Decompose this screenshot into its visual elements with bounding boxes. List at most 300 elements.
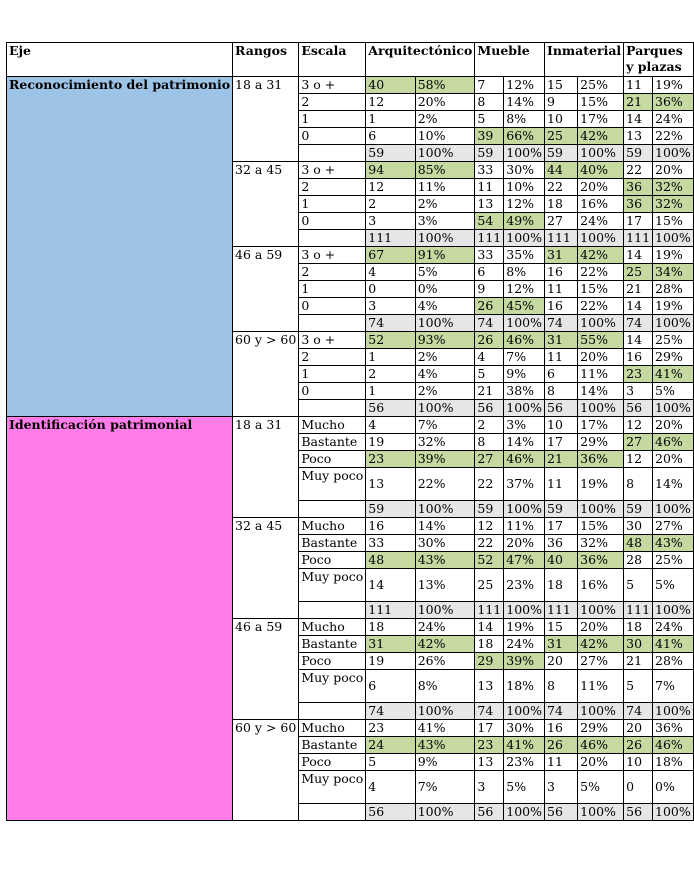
escala-cell: Bastante <box>299 535 366 552</box>
percent-cell: 20% <box>653 417 694 434</box>
count-cell: 67 <box>366 247 415 264</box>
percent-cell: 30% <box>415 535 475 552</box>
count-cell: 30 <box>624 636 653 653</box>
count-cell: 59 <box>545 145 578 162</box>
percent-cell: 20% <box>504 535 545 552</box>
eje-cell: Identificación patrimonial <box>7 417 233 821</box>
percent-cell: 100% <box>504 230 545 247</box>
percent-cell: 100% <box>504 602 545 619</box>
escala-cell <box>299 315 366 332</box>
count-cell: 74 <box>366 315 415 332</box>
percent-cell: 100% <box>415 230 475 247</box>
percent-cell: 12% <box>504 196 545 213</box>
count-cell: 3 <box>475 771 504 804</box>
count-cell: 27 <box>475 451 504 468</box>
percent-cell: 24% <box>504 636 545 653</box>
count-cell: 31 <box>545 636 578 653</box>
percent-cell: 41% <box>653 366 694 383</box>
percent-cell: 8% <box>504 264 545 281</box>
count-cell: 12 <box>624 451 653 468</box>
rango-cell: 18 a 31 <box>233 77 299 162</box>
percent-cell: 58% <box>415 77 475 94</box>
percent-cell: 32% <box>415 434 475 451</box>
count-cell: 29 <box>475 653 504 670</box>
percent-cell: 25% <box>653 552 694 569</box>
percent-cell: 11% <box>578 670 624 703</box>
count-cell: 111 <box>624 602 653 619</box>
count-cell: 8 <box>475 94 504 111</box>
count-cell: 14 <box>624 111 653 128</box>
count-cell: 12 <box>624 417 653 434</box>
percent-cell: 42% <box>415 636 475 653</box>
results-table <box>6 42 694 821</box>
percent-cell: 23% <box>504 569 545 602</box>
percent-cell: 23% <box>504 754 545 771</box>
escala-cell: 3 o + <box>299 332 366 349</box>
percent-cell: 11% <box>415 179 475 196</box>
percent-cell: 36% <box>578 451 624 468</box>
percent-cell: 25% <box>653 332 694 349</box>
count-cell: 8 <box>475 434 504 451</box>
eje-cell: Reconocimiento del patrimonio <box>7 77 233 417</box>
escala-cell: Muy poco <box>299 771 366 804</box>
percent-cell: 27% <box>653 518 694 535</box>
escala-cell: Poco <box>299 451 366 468</box>
count-cell: 20 <box>545 653 578 670</box>
count-cell: 59 <box>624 501 653 518</box>
count-cell: 0 <box>366 281 415 298</box>
count-cell: 24 <box>366 737 415 754</box>
percent-cell: 47% <box>504 552 545 569</box>
header-parques-plazas: Parques y plazas <box>624 43 694 77</box>
count-cell: 3 <box>624 383 653 400</box>
percent-cell: 30% <box>504 162 545 179</box>
count-cell: 59 <box>475 501 504 518</box>
count-cell: 11 <box>545 754 578 771</box>
escala-cell: 2 <box>299 264 366 281</box>
percent-cell: 14% <box>653 468 694 501</box>
count-cell: 25 <box>545 128 578 145</box>
percent-cell: 32% <box>653 196 694 213</box>
escala-cell: Muy poco <box>299 670 366 703</box>
percent-cell: 20% <box>578 754 624 771</box>
percent-cell: 28% <box>653 653 694 670</box>
percent-cell: 29% <box>578 434 624 451</box>
percent-cell: 7% <box>415 771 475 804</box>
percent-cell: 20% <box>578 619 624 636</box>
escala-cell: 3 o + <box>299 77 366 94</box>
percent-cell: 100% <box>578 703 624 720</box>
rango-cell: 32 a 45 <box>233 162 299 247</box>
percent-cell: 10% <box>415 128 475 145</box>
count-cell: 40 <box>366 77 415 94</box>
count-cell: 16 <box>545 298 578 315</box>
count-cell: 74 <box>545 315 578 332</box>
count-cell: 14 <box>475 619 504 636</box>
percent-cell: 100% <box>653 315 694 332</box>
rango-cell: 18 a 31 <box>233 417 299 518</box>
percent-cell: 41% <box>415 720 475 737</box>
rango-cell: 46 a 59 <box>233 247 299 332</box>
count-cell: 4 <box>366 264 415 281</box>
count-cell: 74 <box>475 315 504 332</box>
percent-cell: 39% <box>504 653 545 670</box>
percent-cell: 35% <box>504 247 545 264</box>
escala-cell: 2 <box>299 94 366 111</box>
percent-cell: 24% <box>653 619 694 636</box>
count-cell: 6 <box>366 670 415 703</box>
percent-cell: 5% <box>415 264 475 281</box>
count-cell: 17 <box>475 720 504 737</box>
count-cell: 54 <box>475 213 504 230</box>
percent-cell: 2% <box>415 111 475 128</box>
count-cell: 74 <box>545 703 578 720</box>
count-cell: 56 <box>366 804 415 821</box>
count-cell: 111 <box>366 602 415 619</box>
count-cell: 19 <box>366 653 415 670</box>
escala-cell: Mucho <box>299 720 366 737</box>
percent-cell: 5% <box>504 771 545 804</box>
count-cell: 18 <box>545 569 578 602</box>
count-cell: 111 <box>624 230 653 247</box>
percent-cell: 22% <box>578 264 624 281</box>
escala-cell: Poco <box>299 653 366 670</box>
escala-cell: Muy poco <box>299 468 366 501</box>
count-cell: 33 <box>366 535 415 552</box>
percent-cell: 7% <box>415 417 475 434</box>
count-cell: 14 <box>624 247 653 264</box>
count-cell: 17 <box>545 518 578 535</box>
percent-cell: 4% <box>415 298 475 315</box>
count-cell: 13 <box>475 670 504 703</box>
count-cell: 5 <box>366 754 415 771</box>
percent-cell: 5% <box>653 569 694 602</box>
escala-cell: 1 <box>299 366 366 383</box>
percent-cell: 18% <box>653 754 694 771</box>
count-cell: 9 <box>545 94 578 111</box>
percent-cell: 15% <box>578 94 624 111</box>
escala-cell: 1 <box>299 281 366 298</box>
percent-cell: 100% <box>578 804 624 821</box>
percent-cell: 15% <box>578 281 624 298</box>
count-cell: 1 <box>366 349 415 366</box>
percent-cell: 100% <box>504 703 545 720</box>
escala-cell: 1 <box>299 196 366 213</box>
percent-cell: 38% <box>504 383 545 400</box>
count-cell: 33 <box>475 247 504 264</box>
count-cell: 56 <box>545 400 578 417</box>
percent-cell: 8% <box>415 670 475 703</box>
count-cell: 14 <box>624 298 653 315</box>
percent-cell: 12% <box>504 281 545 298</box>
percent-cell: 100% <box>578 315 624 332</box>
percent-cell: 43% <box>653 535 694 552</box>
percent-cell: 26% <box>415 653 475 670</box>
count-cell: 19 <box>366 434 415 451</box>
percent-cell: 20% <box>578 349 624 366</box>
percent-cell: 36% <box>653 94 694 111</box>
count-cell: 18 <box>624 619 653 636</box>
percent-cell: 100% <box>504 804 545 821</box>
rango-cell: 46 a 59 <box>233 619 299 720</box>
count-cell: 11 <box>475 179 504 196</box>
count-cell: 56 <box>475 400 504 417</box>
percent-cell: 20% <box>578 179 624 196</box>
percent-cell: 0% <box>415 281 475 298</box>
count-cell: 11 <box>624 77 653 94</box>
percent-cell: 9% <box>504 366 545 383</box>
count-cell: 74 <box>475 703 504 720</box>
count-cell: 11 <box>545 281 578 298</box>
percent-cell: 19% <box>578 468 624 501</box>
count-cell: 44 <box>545 162 578 179</box>
percent-cell: 42% <box>578 636 624 653</box>
count-cell: 52 <box>366 332 415 349</box>
count-cell: 26 <box>545 737 578 754</box>
escala-cell: 1 <box>299 111 366 128</box>
percent-cell: 19% <box>653 298 694 315</box>
count-cell: 36 <box>545 535 578 552</box>
count-cell: 23 <box>366 451 415 468</box>
count-cell: 30 <box>624 518 653 535</box>
percent-cell: 66% <box>504 128 545 145</box>
count-cell: 16 <box>624 349 653 366</box>
count-cell: 59 <box>624 145 653 162</box>
count-cell: 27 <box>624 434 653 451</box>
percent-cell: 41% <box>504 737 545 754</box>
count-cell: 1 <box>366 383 415 400</box>
escala-cell: Bastante <box>299 434 366 451</box>
percent-cell: 100% <box>415 501 475 518</box>
count-cell: 56 <box>366 400 415 417</box>
percent-cell: 14% <box>578 383 624 400</box>
percent-cell: 2% <box>415 383 475 400</box>
percent-cell: 100% <box>415 804 475 821</box>
percent-cell: 2% <box>415 349 475 366</box>
percent-cell: 11% <box>578 366 624 383</box>
percent-cell: 16% <box>578 569 624 602</box>
count-cell: 31 <box>545 247 578 264</box>
escala-cell: Mucho <box>299 619 366 636</box>
percent-cell: 100% <box>653 145 694 162</box>
percent-cell: 10% <box>504 179 545 196</box>
count-cell: 21 <box>624 281 653 298</box>
percent-cell: 17% <box>578 111 624 128</box>
percent-cell: 46% <box>578 737 624 754</box>
percent-cell: 41% <box>653 636 694 653</box>
count-cell: 56 <box>545 804 578 821</box>
percent-cell: 4% <box>415 366 475 383</box>
percent-cell: 15% <box>578 518 624 535</box>
header-mueble: Mueble <box>475 43 545 77</box>
percent-cell: 43% <box>415 552 475 569</box>
percent-cell: 100% <box>504 315 545 332</box>
count-cell: 22 <box>475 468 504 501</box>
count-cell: 13 <box>624 128 653 145</box>
percent-cell: 46% <box>653 434 694 451</box>
percent-cell: 20% <box>653 451 694 468</box>
percent-cell: 100% <box>653 602 694 619</box>
percent-cell: 22% <box>415 468 475 501</box>
count-cell: 22 <box>624 162 653 179</box>
count-cell: 40 <box>545 552 578 569</box>
count-cell: 10 <box>545 417 578 434</box>
count-cell: 8 <box>545 670 578 703</box>
escala-cell: 2 <box>299 349 366 366</box>
header-escala: Escala <box>299 43 366 77</box>
escala-cell: Bastante <box>299 636 366 653</box>
percent-cell: 36% <box>578 552 624 569</box>
percent-cell: 25% <box>578 77 624 94</box>
percent-cell: 20% <box>653 162 694 179</box>
percent-cell: 17% <box>578 417 624 434</box>
count-cell: 2 <box>475 417 504 434</box>
count-cell: 0 <box>624 771 653 804</box>
percent-cell: 29% <box>578 720 624 737</box>
count-cell: 21 <box>624 94 653 111</box>
count-cell: 25 <box>624 264 653 281</box>
percent-cell: 19% <box>653 247 694 264</box>
count-cell: 111 <box>545 602 578 619</box>
count-cell: 26 <box>475 332 504 349</box>
count-cell: 27 <box>545 213 578 230</box>
percent-cell: 100% <box>653 501 694 518</box>
count-cell: 10 <box>545 111 578 128</box>
percent-cell: 42% <box>578 247 624 264</box>
escala-cell <box>299 501 366 518</box>
count-cell: 17 <box>545 434 578 451</box>
header-eje: Eje <box>7 43 233 77</box>
percent-cell: 29% <box>653 349 694 366</box>
count-cell: 31 <box>366 636 415 653</box>
percent-cell: 3% <box>415 213 475 230</box>
percent-cell: 11% <box>504 518 545 535</box>
count-cell: 13 <box>475 754 504 771</box>
count-cell: 12 <box>366 179 415 196</box>
escala-cell <box>299 145 366 162</box>
count-cell: 11 <box>545 349 578 366</box>
percent-cell: 100% <box>653 703 694 720</box>
count-cell: 5 <box>624 569 653 602</box>
percent-cell: 100% <box>653 230 694 247</box>
count-cell: 26 <box>475 298 504 315</box>
count-cell: 6 <box>545 366 578 383</box>
rango-cell: 60 y > 60 <box>233 332 299 417</box>
percent-cell: 100% <box>504 501 545 518</box>
count-cell: 74 <box>366 703 415 720</box>
percent-cell: 55% <box>578 332 624 349</box>
escala-cell <box>299 230 366 247</box>
percent-cell: 20% <box>415 94 475 111</box>
count-cell: 16 <box>545 264 578 281</box>
percent-cell: 30% <box>504 720 545 737</box>
percent-cell: 32% <box>578 535 624 552</box>
count-cell: 4 <box>475 349 504 366</box>
percent-cell: 100% <box>415 400 475 417</box>
count-cell: 2 <box>366 366 415 383</box>
count-cell: 111 <box>475 602 504 619</box>
escala-cell <box>299 703 366 720</box>
percent-cell: 9% <box>415 754 475 771</box>
count-cell: 39 <box>475 128 504 145</box>
count-cell: 23 <box>624 366 653 383</box>
percent-cell: 28% <box>653 281 694 298</box>
percent-cell: 18% <box>504 670 545 703</box>
count-cell: 21 <box>545 451 578 468</box>
escala-cell <box>299 804 366 821</box>
percent-cell: 5% <box>653 383 694 400</box>
percent-cell: 39% <box>415 451 475 468</box>
count-cell: 59 <box>545 501 578 518</box>
count-cell: 11 <box>545 468 578 501</box>
percent-cell: 46% <box>653 737 694 754</box>
count-cell: 16 <box>545 720 578 737</box>
percent-cell: 27% <box>578 653 624 670</box>
percent-cell: 5% <box>578 771 624 804</box>
escala-cell: 0 <box>299 213 366 230</box>
count-cell: 22 <box>545 179 578 196</box>
count-cell: 23 <box>475 737 504 754</box>
percent-cell: 14% <box>415 518 475 535</box>
percent-cell: 100% <box>415 703 475 720</box>
count-cell: 9 <box>475 281 504 298</box>
header-rangos: Rangos <box>233 43 299 77</box>
count-cell: 36 <box>624 196 653 213</box>
count-cell: 111 <box>545 230 578 247</box>
count-cell: 2 <box>366 196 415 213</box>
percent-cell: 7% <box>653 670 694 703</box>
count-cell: 3 <box>545 771 578 804</box>
count-cell: 48 <box>624 535 653 552</box>
count-cell: 13 <box>475 196 504 213</box>
escala-cell <box>299 400 366 417</box>
percent-cell: 43% <box>415 737 475 754</box>
count-cell: 7 <box>475 77 504 94</box>
percent-cell: 15% <box>653 213 694 230</box>
count-cell: 5 <box>475 111 504 128</box>
count-cell: 15 <box>545 619 578 636</box>
count-cell: 22 <box>475 535 504 552</box>
percent-cell: 7% <box>504 349 545 366</box>
percent-cell: 49% <box>504 213 545 230</box>
count-cell: 12 <box>366 94 415 111</box>
percent-cell: 85% <box>415 162 475 179</box>
escala-cell: 0 <box>299 128 366 145</box>
count-cell: 23 <box>366 720 415 737</box>
escala-cell: 3 o + <box>299 162 366 179</box>
count-cell: 3 <box>366 213 415 230</box>
percent-cell: 19% <box>504 619 545 636</box>
percent-cell: 14% <box>504 94 545 111</box>
count-cell: 6 <box>475 264 504 281</box>
count-cell: 5 <box>475 366 504 383</box>
percent-cell: 100% <box>578 145 624 162</box>
header-row <box>7 43 694 77</box>
percent-cell: 24% <box>653 111 694 128</box>
escala-cell: Bastante <box>299 737 366 754</box>
percent-cell: 46% <box>504 332 545 349</box>
count-cell: 26 <box>624 737 653 754</box>
escala-cell: Poco <box>299 552 366 569</box>
count-cell: 52 <box>475 552 504 569</box>
count-cell: 3 <box>366 298 415 315</box>
header-inmaterial: Inmaterial <box>545 43 624 77</box>
escala-cell <box>299 602 366 619</box>
percent-cell: 8% <box>504 111 545 128</box>
count-cell: 59 <box>366 501 415 518</box>
count-cell: 16 <box>366 518 415 535</box>
percent-cell: 34% <box>653 264 694 281</box>
